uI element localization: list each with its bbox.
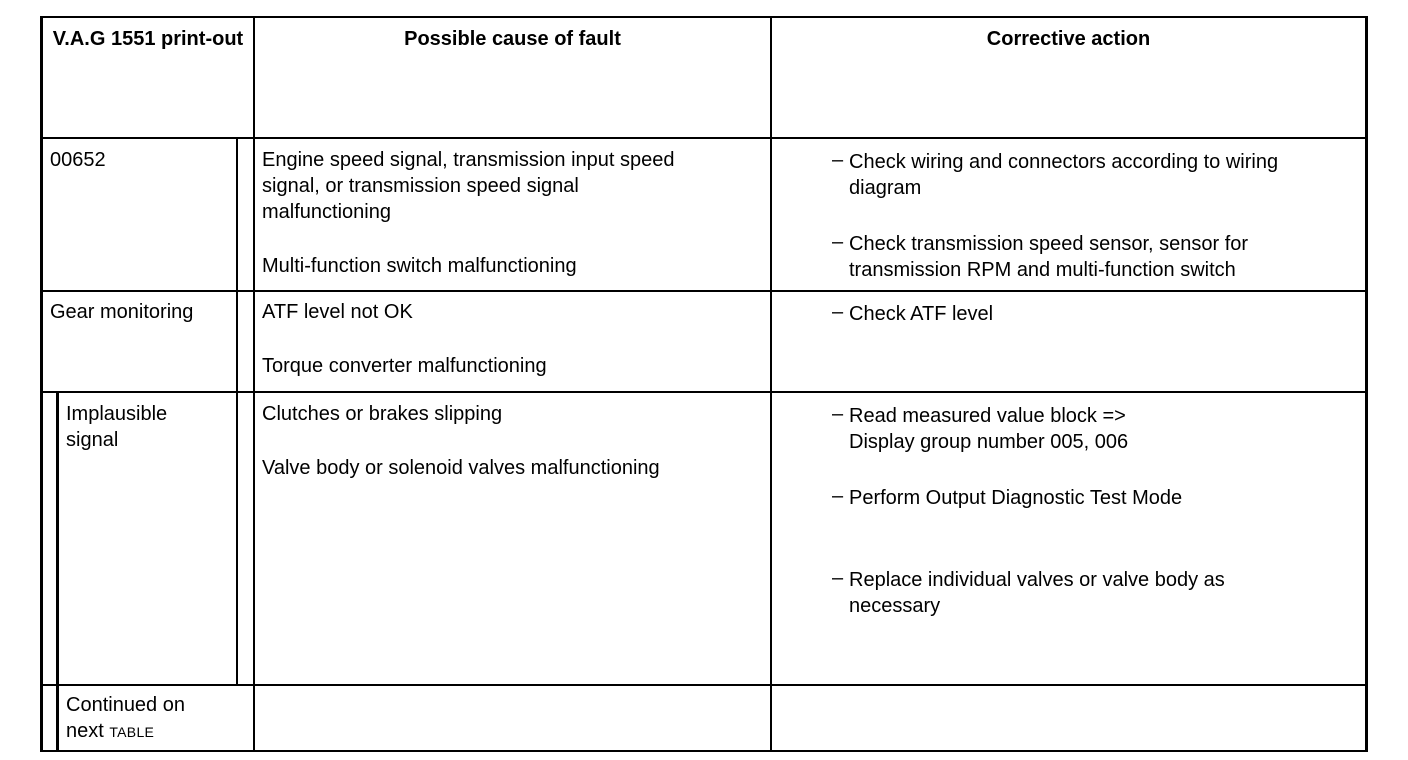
row-divider-1 <box>40 290 1368 292</box>
printout-gear-monitoring: Gear monitoring <box>50 301 194 323</box>
action-line: Replace individual valves or valve body as <box>849 569 1225 591</box>
header-possible-cause: Possible cause of fault <box>404 28 621 50</box>
cause-line: ATF level not OK <box>262 301 413 323</box>
action-line: Read measured value block => <box>849 405 1126 427</box>
dash-bullet: – <box>832 485 844 507</box>
dash-bullet: – <box>832 567 844 589</box>
row-divider-2 <box>40 391 1368 393</box>
continued-on-label: Continued on <box>66 694 185 716</box>
action-line: transmission RPM and multi-function switch <box>849 259 1236 281</box>
table-border-right <box>1365 16 1368 752</box>
action-line: Check transmission speed sensor, sensor for <box>849 233 1249 255</box>
dash-bullet: – <box>832 149 844 171</box>
action-line: Perform Output Diagnostic Test Mode <box>849 487 1183 509</box>
table-border-bottom <box>40 750 1368 752</box>
cause-line: Valve body or solenoid valves malfunctioning <box>262 457 660 479</box>
table-border-left <box>40 16 43 752</box>
action-line: diagram <box>849 177 922 199</box>
table-smallcaps-label: TABLE <box>109 724 155 740</box>
action-line: Display group number 005, 006 <box>849 431 1129 453</box>
printout-code-00652: 00652 <box>50 149 106 171</box>
cause-line: malfunctioning <box>262 201 391 223</box>
cause-line: Engine speed signal, transmission input speed <box>262 149 675 171</box>
printout-implausible-signal: Implausible <box>66 403 168 425</box>
cause-line: signal, or transmission speed signal <box>262 175 579 197</box>
cause-line: Clutches or brakes slipping <box>262 403 503 425</box>
col-divider-1 <box>253 16 255 752</box>
dash-bullet: – <box>832 403 844 425</box>
table-border-top <box>40 16 1368 18</box>
header-printout: V.A.G 1551 print-out <box>52 28 244 50</box>
header-corrective-action: Corrective action <box>986 28 1151 50</box>
nested-indent-line <box>56 391 59 752</box>
next-table-label <box>66 718 154 745</box>
dash-bullet: – <box>832 301 844 323</box>
printout-implausible-signal: signal <box>66 429 119 451</box>
col-divider-2 <box>770 16 772 752</box>
header-divider <box>40 137 1368 139</box>
dash-bullet: – <box>832 231 844 253</box>
cause-line: Torque converter malfunctioning <box>262 355 547 377</box>
action-line: necessary <box>849 595 941 617</box>
next-label: next <box>66 720 110 742</box>
action-line: Check wiring and connectors according to wiring <box>849 151 1279 173</box>
printout-inner-line <box>236 137 238 686</box>
row-divider-3 <box>40 684 1368 686</box>
cause-line: Multi-function switch malfunctioning <box>262 255 577 277</box>
action-line: Check ATF level <box>849 303 994 325</box>
